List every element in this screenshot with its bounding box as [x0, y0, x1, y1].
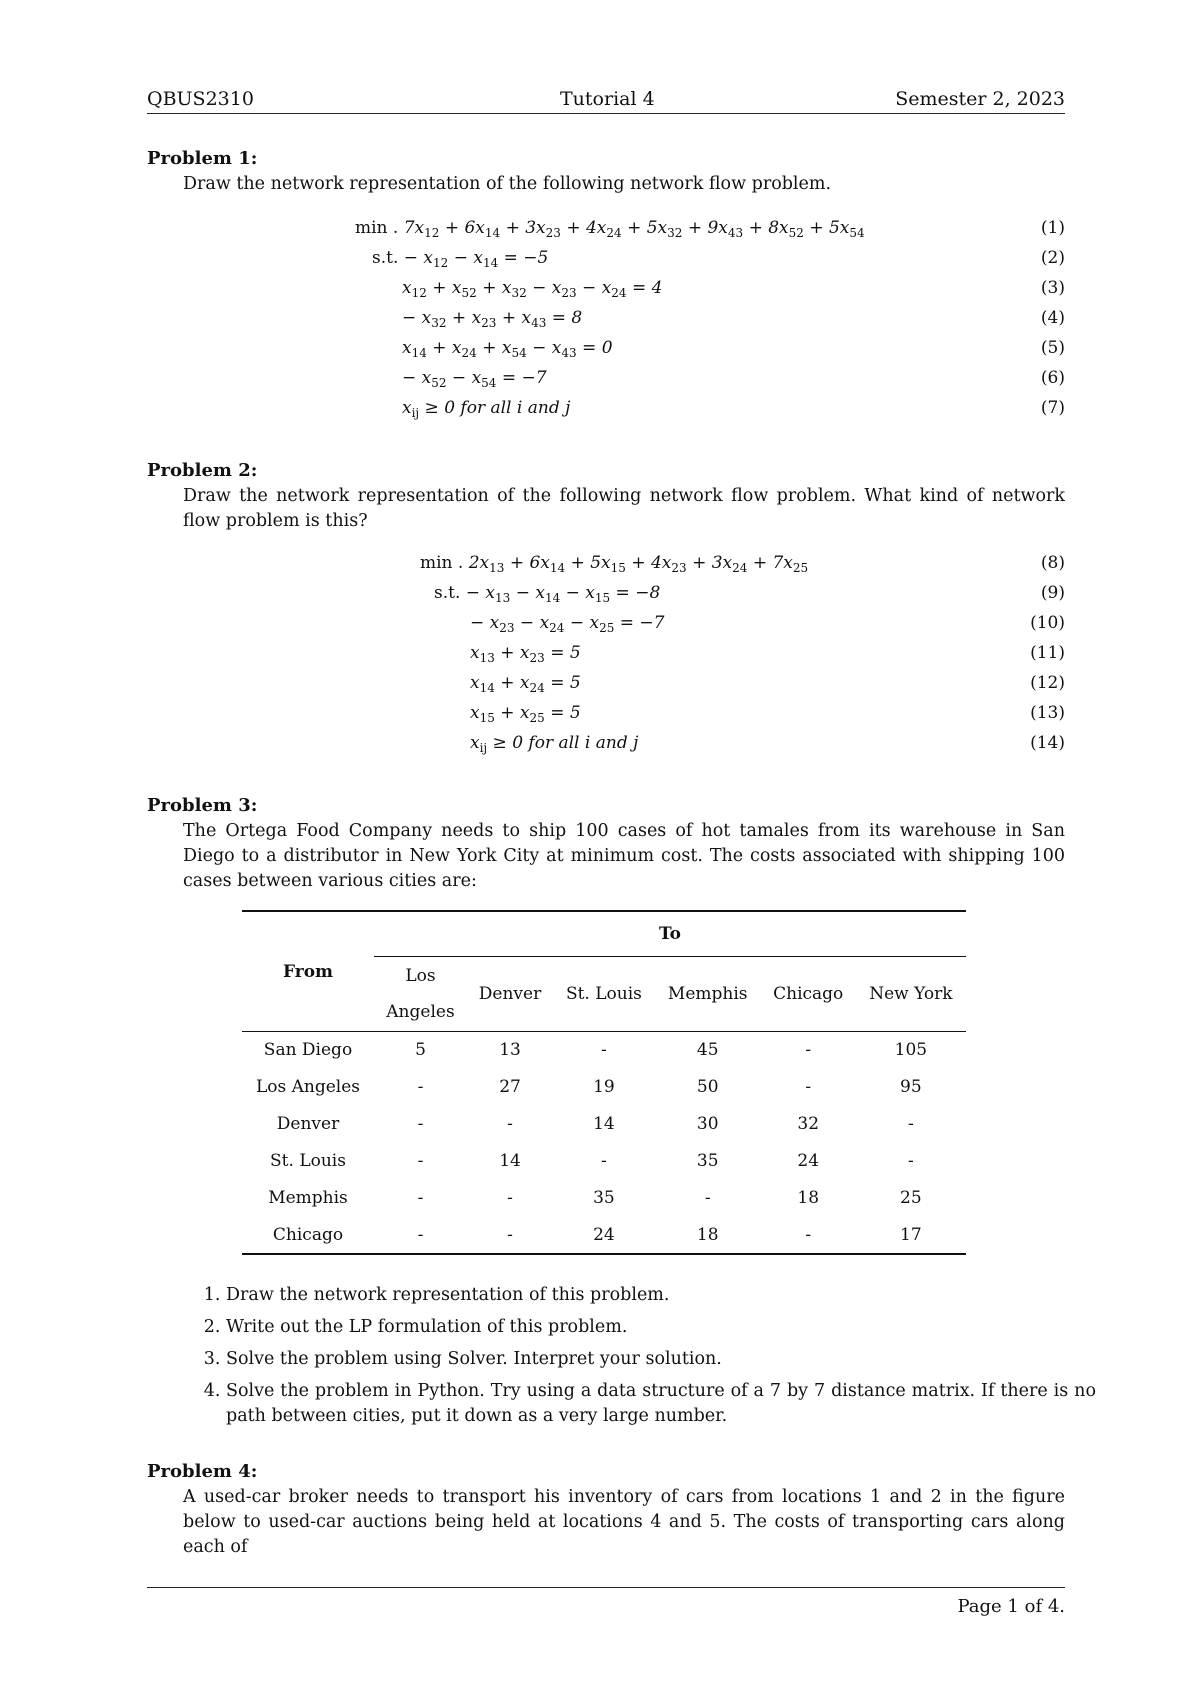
equation-number: (9) — [1040, 583, 1065, 603]
equation — [402, 278, 662, 308]
equation-number: (14) — [1030, 733, 1065, 753]
equation-expr: $x_{13} + x_{23} = 5$ — [470, 643, 581, 665]
equation — [402, 368, 547, 398]
table-row: Memphis - - 35 - 18 25 — [268, 1188, 922, 1208]
equation — [470, 613, 665, 643]
column-header: Los Angeles — [386, 966, 455, 1022]
equation-expr: $x_{14} + x_{24} + x_{54} - x_{43} = 0$ — [402, 338, 613, 360]
table-row: Los Angeles - 27 19 50 - 95 — [255, 1077, 922, 1097]
equation-expr: $x_{ij} \ge 0$ for all i and j — [470, 733, 639, 755]
equation-number: (11) — [1030, 643, 1065, 663]
equation-expr: − $x_{12} - x_{14} = -5$ — [403, 248, 549, 270]
equation — [470, 733, 638, 763]
table-row: San Diego 5 13 - 45 - 105 — [263, 1040, 928, 1061]
equation-expr: − $x_{23} - x_{24} - x_{25} = -7$ — [470, 613, 665, 635]
equation: s.t. − $x_{12} - x_{14} = -5$ — [372, 248, 549, 270]
problem3-text: The Ortega Food Company needs to ship 100 cases of hot tamales from its warehouse in San Diego to a distributor in New York City at minimum cost. The costs associated with shipping 100 cases between various cities are: — [183, 821, 1065, 891]
equation-number: (12) — [1030, 673, 1065, 693]
equation — [470, 703, 581, 733]
equation-number: (6) — [1040, 368, 1065, 388]
equation-number: (1) — [1040, 218, 1065, 238]
list-item: 1. Draw the network representation of this problem. — [226, 1283, 1096, 1308]
table-row: Denver - - 14 30 32 - — [276, 1114, 914, 1134]
equation-number: (4) — [1040, 308, 1065, 328]
equation-number: (3) — [1040, 278, 1065, 298]
equation: min . $2x_{13} + 6x_{14} + 5x_{15} + 4x_{23} + 3x_{24} + 7x_{25}$ — [420, 553, 809, 575]
equation-expr: $x_{ij} \ge 0$ for all i and j — [402, 398, 571, 420]
equation-expr: $x_{12} + x_{52} + x_{32} - x_{23} - x_{24} = 4$ — [402, 278, 663, 300]
column-header: St. Louis — [565, 984, 642, 1004]
column-header: Denver — [478, 984, 542, 1004]
problem1-title: Problem 1: — [147, 148, 258, 169]
problem4-text: A used-car broker needs to transport his inventory of cars from locations 1 and 2 in the figure below to used-car auctions being held at locations 4 and 5. The costs of transporting cars along each of — [183, 1487, 1065, 1557]
table-row: Chicago - - 24 18 - 17 — [242, 1217, 966, 1254]
equation: min . $7x_{12} + 6x_{14} + 3x_{23} + 4x_{24} + 5x_{32} + 9x_{43} + 8x_{52} + 5x_{54}$ — [355, 218, 865, 240]
header-title: Tutorial 4 — [560, 88, 655, 110]
equation-expr: − $x_{13} - x_{14} - x_{15} = -8$ — [465, 583, 661, 605]
problem1-text: Draw the network representation of the following network flow problem. — [183, 174, 832, 194]
equation — [402, 308, 582, 338]
header-course: QBUS2310 — [147, 88, 254, 110]
problem4-title: Problem 4: — [147, 1461, 258, 1482]
equation-number: (10) — [1030, 613, 1065, 633]
equation-expr: $x_{14} + x_{24} = 5$ — [470, 673, 581, 695]
equation-number: (2) — [1040, 248, 1065, 268]
list-item: 3. Solve the problem using Solver. Interpret your solution. — [226, 1347, 1096, 1372]
cost-table — [242, 910, 966, 1255]
list-item: 2. Write out the LP formulation of this problem. — [226, 1315, 1096, 1340]
equation-number: (7) — [1040, 398, 1065, 418]
equation — [470, 673, 581, 703]
equation — [470, 643, 581, 673]
equation — [402, 338, 613, 368]
equation-expr: − $x_{52} - x_{54} = -7$ — [402, 368, 547, 390]
equation-expr: $7x_{12} + 6x_{14} + 3x_{23} + 4x_{24} + 5x_{32} + 9x_{43} + 8x_{52} + 5x_{54}$ — [403, 218, 865, 240]
equation-number: (5) — [1040, 338, 1065, 358]
column-header: Memphis — [667, 984, 748, 1004]
problem2-title: Problem 2: — [147, 460, 258, 481]
list-item: 4. Solve the problem in Python. Try using a data structure of a 7 by 7 distance matrix. If there is no path between cities, put it down as a very large number. — [226, 1379, 1096, 1429]
column-header: New York — [869, 984, 953, 1004]
header-semester: Semester 2, 2023 — [895, 88, 1065, 110]
table-row: St. Louis - 14 - 35 24 - — [270, 1151, 914, 1171]
equation-number: (8) — [1040, 553, 1065, 573]
equation-expr: − $x_{32} + x_{23} + x_{43} = 8$ — [402, 308, 583, 330]
from-header: From — [242, 911, 374, 1032]
page-number: Page 1 of 4. — [957, 1596, 1065, 1617]
problem3-task-list — [190, 1283, 1096, 1436]
equation-number: (13) — [1030, 703, 1065, 723]
footer-rule — [147, 1587, 1065, 1588]
equation: s.t. − $x_{13} - x_{14} - x_{15} = -8$ — [434, 583, 661, 605]
to-header: To — [374, 911, 966, 957]
problem3-title: Problem 3: — [147, 795, 258, 816]
header-rule — [147, 113, 1065, 114]
problem2-text: Draw the network representation of the following network flow problem. What kind of network flow problem is this? — [183, 486, 1065, 531]
equation — [402, 398, 570, 428]
equation-expr: $2x_{13} + 6x_{14} + 5x_{15} + 4x_{23} + 3x_{24} + 7x_{25}$ — [468, 553, 809, 575]
equation-expr: $x_{15} + x_{25} = 5$ — [470, 703, 581, 725]
column-header: Chicago — [773, 984, 844, 1004]
